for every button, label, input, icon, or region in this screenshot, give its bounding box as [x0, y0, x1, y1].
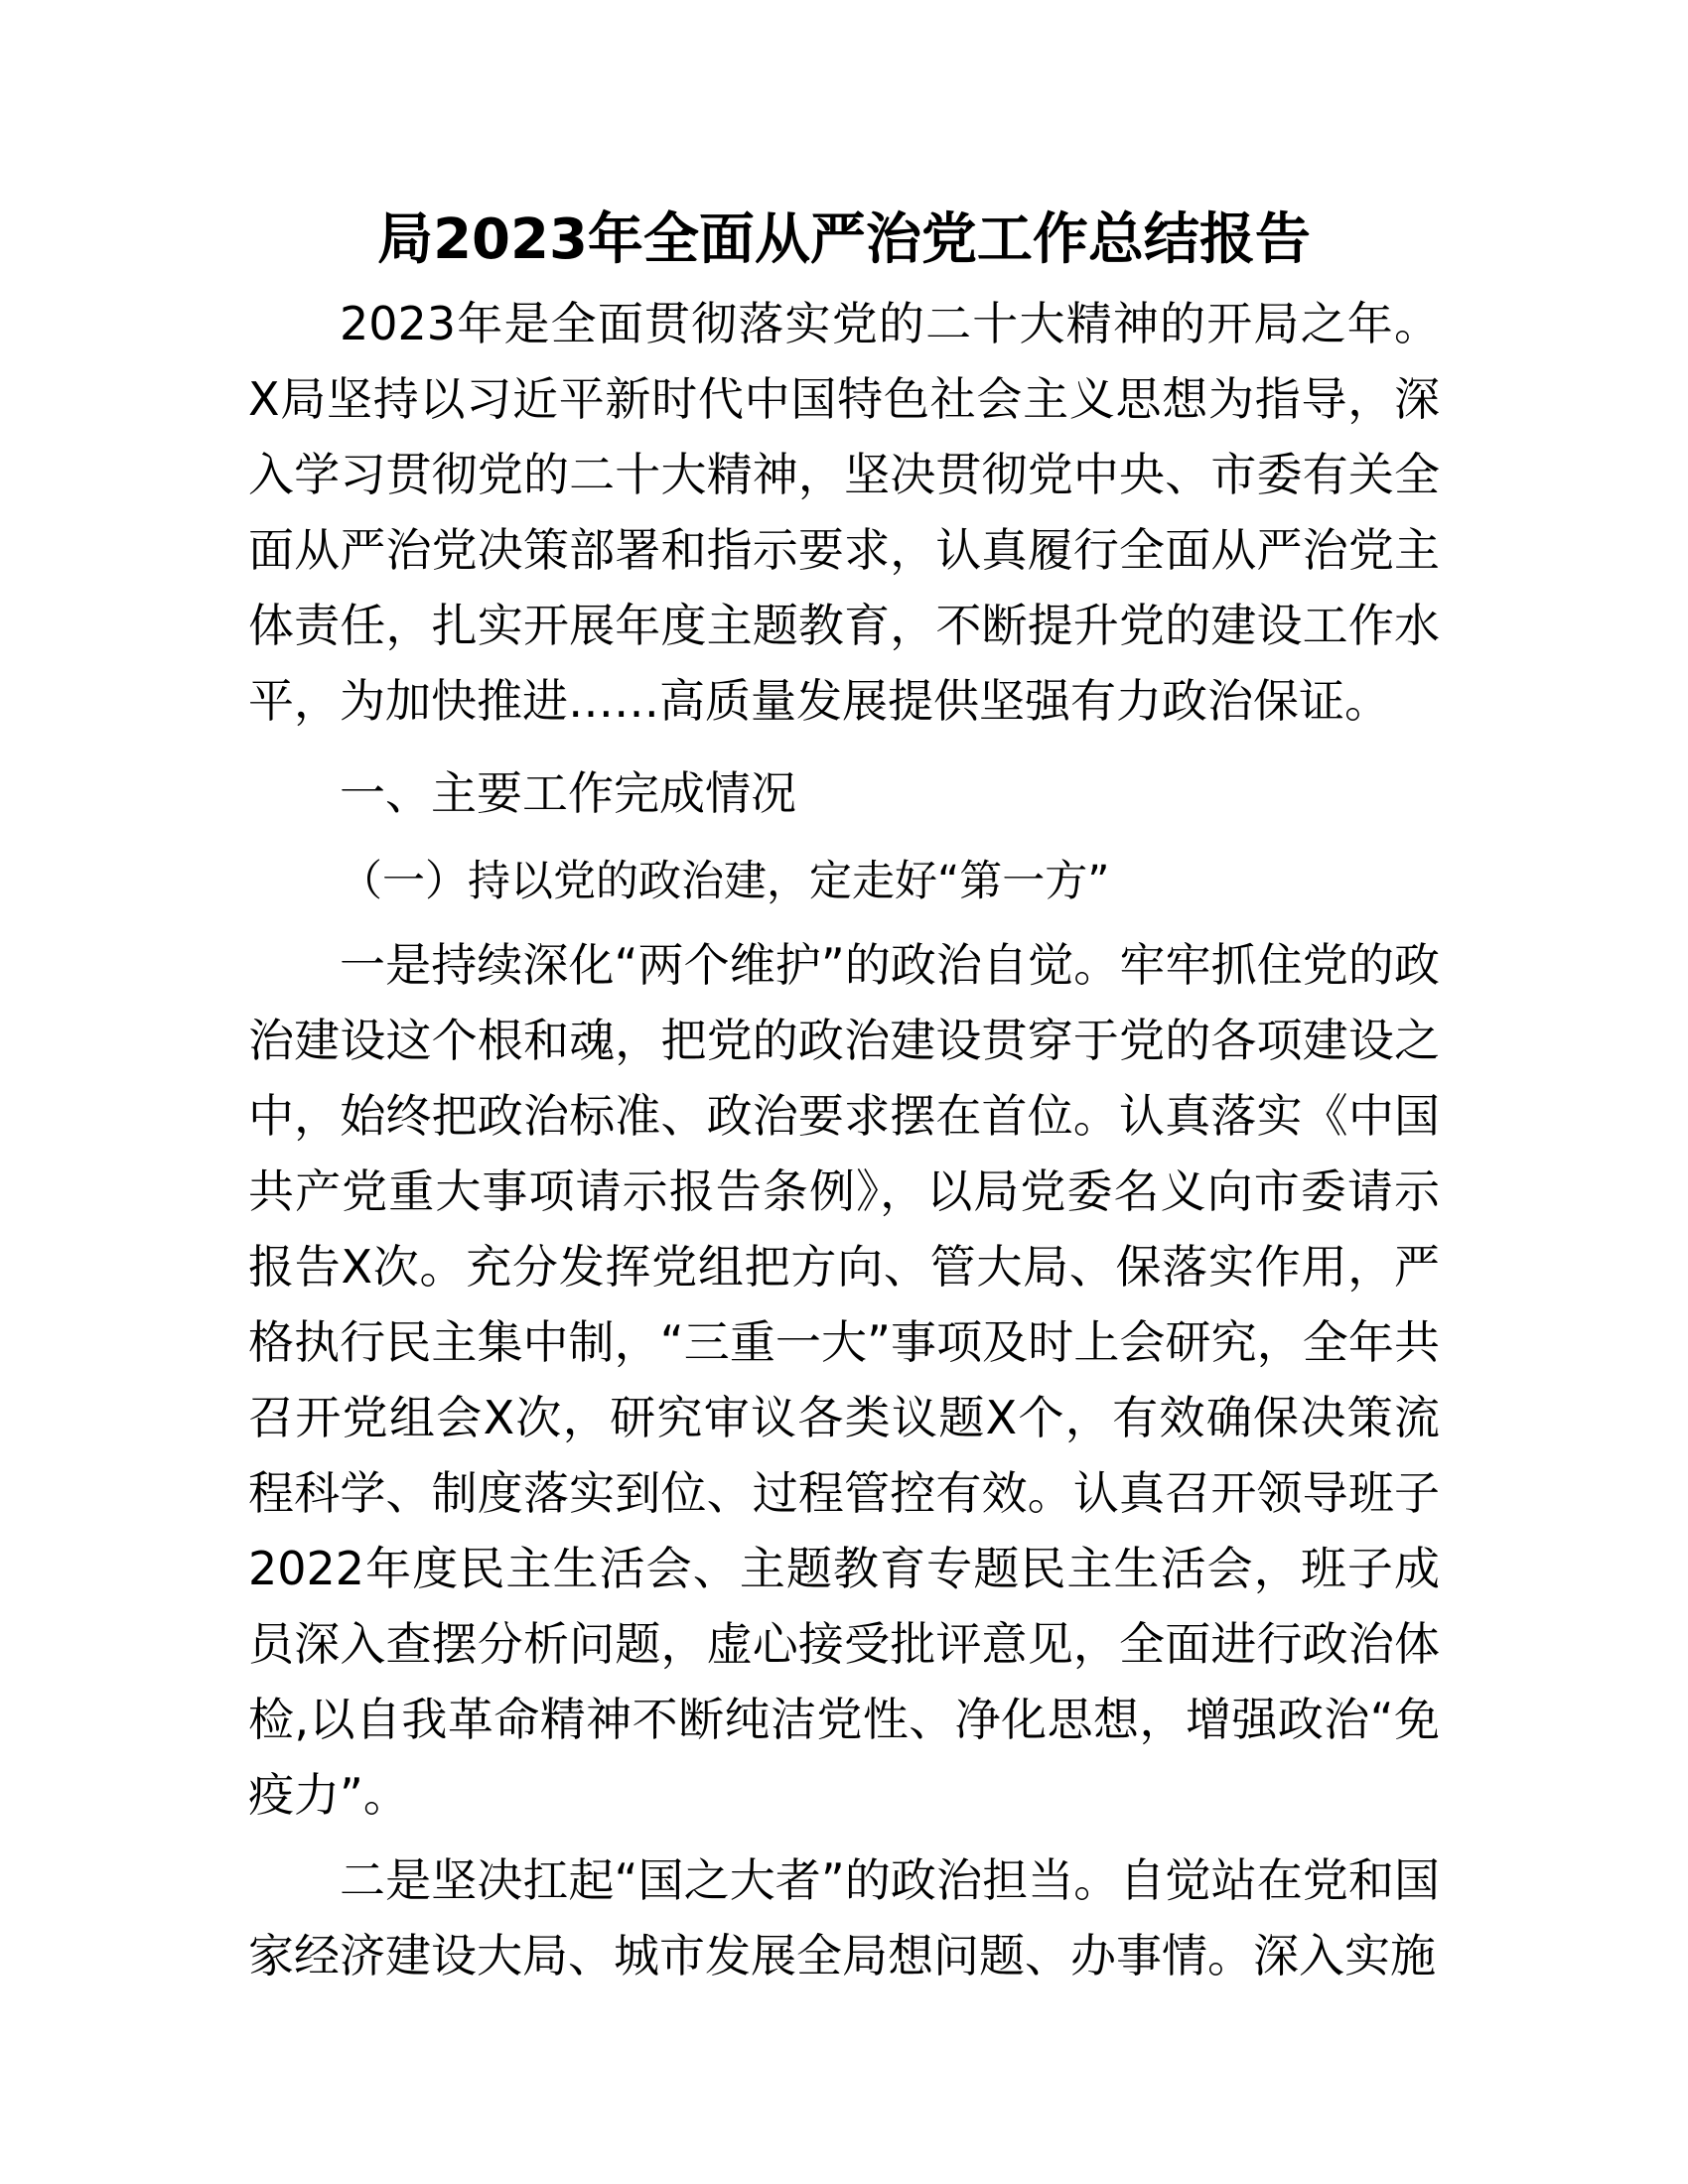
- spacer: [248, 1833, 1440, 1843]
- body-paragraph-1: 一是持续深化“两个维护”的政治自觉。牢牢抓住党的政治建设这个根和魂，把党的政治建设贯穿于党的各项建设之中，始终把政治标准、政治要求摆在首位。认真落实《中国共产党重大事项请示报告条例》，以局党委名义向市委请示报告X次。充分发挥党组把方向、管大局、保落实作用，严格执行民主集中制，“三重一大”事项及时上会研究，全年共召开党组会X次，研究审议各类议题X个，有效确保决策流程科学、制度落实到位、过程管控有效。认真召开领导班子2022年度民主生活会、主题教育专题民主生活会，班子成员深入查摆分析问题，虚心接受批评意见，全面进行政治体检,以自我革命精神不断纯洁党性、净化思想，增强政治“免疫力”。: [248, 938, 1440, 1822]
- subsection-heading: （一）持以党的政治建，定走好“第一方”: [340, 857, 1110, 906]
- section-heading: 一、主要工作完成情况: [340, 766, 796, 820]
- document-title: 局2023年全面从严治党工作总结报告: [377, 207, 1311, 272]
- body-paragraph-2: 二是坚决扛起“国之大者”的政治担当。自觉站在党和国家经济建设大局、城市发展全局想问题、办事情。深入实施: [248, 1853, 1440, 1982]
- document-page: [248, 199, 1440, 1993]
- intro-paragraph: 2023年是全面贯彻落实党的二十大精神的开局之年。X局坚持以习近平新时代中国特色社会主义思想为指导，深入学习贯彻党的二十大精神，坚决贯彻党中央、市委有关全面从严治党决策部署和指示要求，认真履行全面从严治党主体责任，扎实开展年度主题教育，不断提升党的建设工作水平，为加快推进……高质量发展提供坚强有力政治保证。: [248, 297, 1440, 728]
- spacer: [248, 739, 1440, 749]
